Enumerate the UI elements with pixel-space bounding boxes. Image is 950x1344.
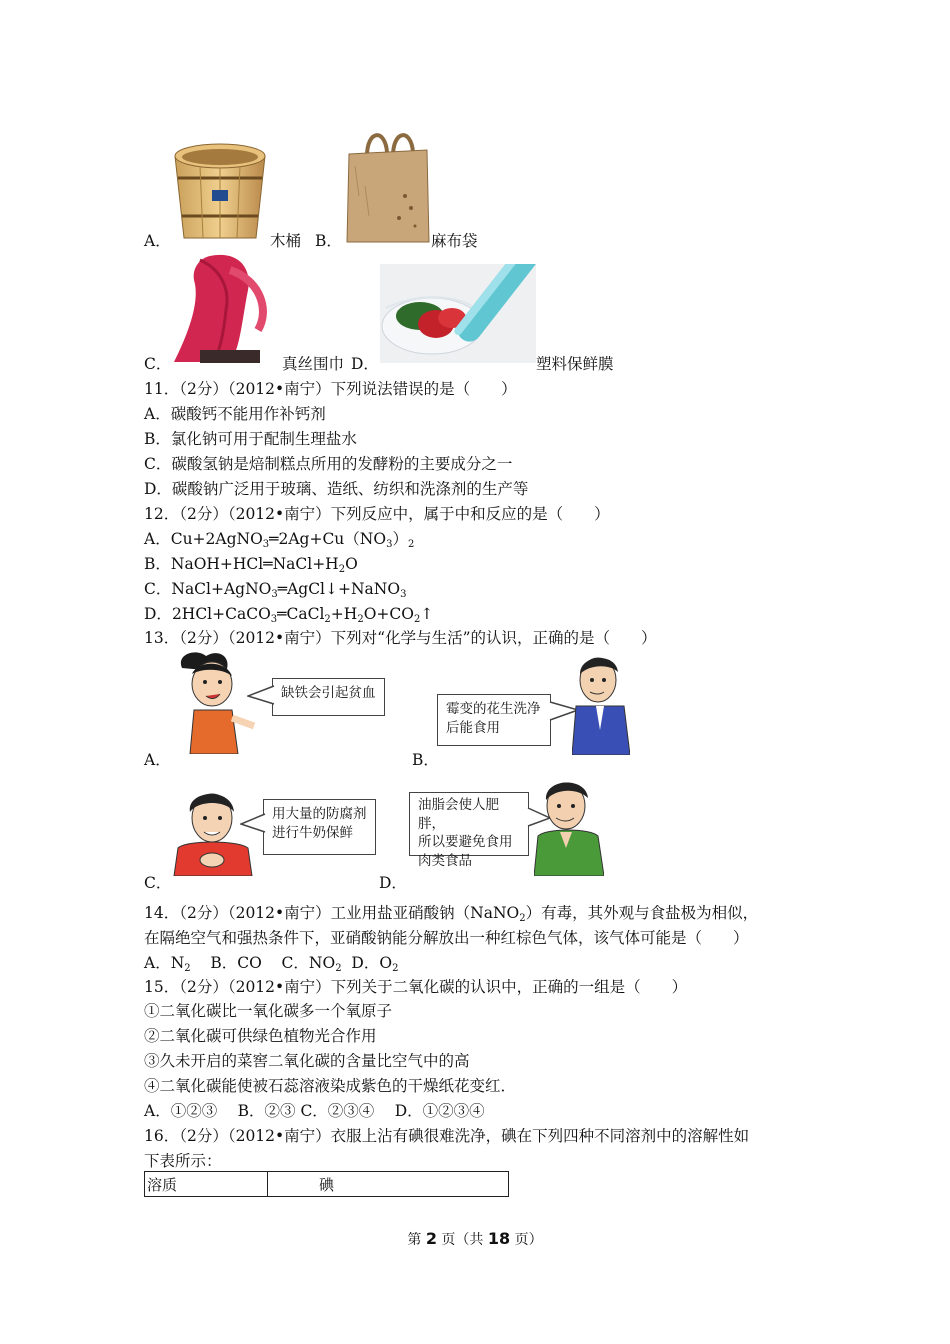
subscript: 3 (270, 614, 278, 625)
q14-options (144, 951, 398, 973)
q14-option-c[interactable] (282, 954, 342, 972)
man-cartoon-image (572, 650, 630, 755)
subscript: 2 (184, 963, 191, 974)
table-header-solute: 溶质 (145, 1172, 268, 1197)
subscript: 2 (519, 913, 526, 924)
plastic-wrap-image (380, 264, 536, 363)
subscript: 3 (400, 589, 407, 600)
q12-stem: 12．（2分）（2012•南宁）下列反应中，属于中和反应的是（ ） (144, 505, 610, 523)
man-green-shirt-cartoon-image (534, 774, 604, 876)
subscript: 2 (413, 614, 421, 625)
girl-cartoon-image (172, 648, 257, 754)
q12-option-c[interactable] (144, 577, 406, 599)
option-caption: 塑料保鲜膜 (536, 355, 614, 373)
q15-item: ①二氧化碳比一氧化碳多一个氧原子 (144, 1002, 393, 1020)
footer-text: 第 (407, 1232, 426, 1248)
text-part: 14．（2分）（2012•南宁）工业用盐亚硝酸钠（NaNO (144, 904, 520, 922)
option-letter: C． (144, 580, 172, 598)
option-letter: C． (144, 355, 172, 373)
q11-option-d[interactable]: D．碳酸钠广泛用于玻璃、造纸、纺织和洗涤剂的生产等 (144, 480, 529, 498)
formula-part: Cu+2AgNO (170, 530, 263, 548)
option-caption: 麻布袋 (431, 232, 478, 250)
bubble-tail (240, 812, 266, 834)
page-total: 18 (487, 1229, 511, 1248)
option-text: C．NO (281, 954, 336, 972)
subscript: 2 (357, 614, 364, 625)
formula-part: NaOH+HCl═NaCl+H (170, 555, 339, 573)
formula-part: O (345, 555, 358, 573)
q15-item: ④二氧化碳能使被石蕊溶液染成紫色的干燥纸花变红． (144, 1077, 517, 1095)
speech-bubble: 油脂会使人肥胖， 所以要避免食用 肉类食品 (409, 792, 529, 856)
option-text: D．O (351, 954, 393, 972)
option-letter: B． (412, 751, 439, 769)
formula-part: ═AgCl↓+NaNO (277, 580, 401, 598)
formula-part: ═CaCl (277, 605, 325, 623)
subscript: 2 (335, 963, 342, 974)
subscript: 2 (407, 539, 415, 550)
q13-stem: 13．（2分）（2012•南宁）下列对“化学与生活”的认识，正确的是（ ） (144, 629, 657, 647)
footer-text: 页） (510, 1232, 543, 1248)
q14-stem-line2: 在隔绝空气和强热条件下，亚硝酸钠能分解放出一种红棕色气体，该气体可能是（ ） (144, 929, 749, 947)
formula-part: O+CO (363, 605, 414, 623)
subscript: 2 (392, 963, 399, 974)
q11-option-b[interactable]: B．氯化钠可用于配制生理盐水 (144, 430, 357, 448)
text-part: ）有毒，其外观与食盐极为相似， (525, 904, 759, 922)
table-row (145, 1172, 509, 1197)
q12-option-b[interactable] (144, 552, 358, 574)
subscript: 2 (324, 614, 331, 625)
option-letter: B． (315, 232, 342, 250)
option-caption: 真丝围巾 (282, 355, 345, 373)
subscript: 3 (386, 539, 393, 550)
q16-stem-line1: 16．（2分）（2012•南宁）衣服上沾有碘很难洗净，碘在下列四种不同溶剂中的溶解性如 (144, 1127, 750, 1145)
option-text: A．N (144, 954, 185, 972)
burlap-bag-image (345, 126, 431, 244)
option-letter: C． (144, 874, 172, 892)
option-letter: A． (144, 232, 171, 250)
option-letter: A． (144, 530, 171, 548)
page-number: 2 (425, 1229, 437, 1248)
q16-stem-line2: 下表所示： (144, 1152, 222, 1170)
formula-part: ↑ (420, 605, 434, 623)
q12-option-a[interactable] (144, 527, 414, 549)
q14-option-a[interactable] (144, 954, 191, 972)
q14-option-d[interactable] (351, 954, 398, 972)
page-footer (0, 1229, 950, 1249)
q15-item: ②二氧化碳可供绿色植物光合作用 (144, 1027, 377, 1045)
option-caption: 木桶 (270, 232, 302, 250)
option-letter: D． (379, 874, 407, 892)
formula-part: 2HCl+CaCO (171, 605, 271, 623)
q14-option-b[interactable]: B．CO (210, 954, 262, 972)
subscript: 2 (338, 564, 346, 575)
footer-text: 页（共 (436, 1232, 488, 1248)
solubility-table (144, 1171, 509, 1197)
option-letter: D． (351, 355, 379, 373)
formula-part: ═2Ag+Cu（NO (269, 530, 387, 548)
q11-option-a[interactable]: A．碳酸钙不能用作补钙剂 (144, 405, 326, 423)
silk-scarf-image (170, 250, 282, 363)
speech-bubble: 缺铁会引起贫血 (272, 678, 385, 716)
q15-options[interactable]: A．①②③ B．②③ C．②③④ D．①②③④ (144, 1102, 485, 1120)
formula-part: NaCl+AgNO (171, 580, 272, 598)
q15-stem: 15．（2分）（2012•南宁）下列关于二氧化碳的认识中，正确的一组是（ ） (144, 978, 688, 996)
formula-part: +H (330, 605, 358, 623)
q14-stem-line1 (144, 901, 758, 923)
table-header-iodine: 碘 (268, 1172, 509, 1197)
speech-bubble: 用大量的防腐剂 进行牛奶保鲜 (263, 799, 376, 855)
subscript: 3 (262, 539, 270, 550)
bubble-tail (247, 684, 275, 706)
formula-part: ） (392, 530, 408, 548)
option-letter: A． (144, 751, 171, 769)
option-letter: D． (144, 605, 172, 623)
subscript: 3 (271, 589, 278, 600)
q11-option-c[interactable]: C．碳酸氢钠是焙制糕点所用的发酵粉的主要成分之一 (144, 455, 513, 473)
q15-item: ③久未开启的菜窖二氧化碳的含量比空气中的高 (144, 1052, 470, 1070)
speech-bubble: 霉变的花生洗净 后能食用 (437, 694, 551, 746)
option-letter: B． (144, 555, 171, 573)
q11-stem: 11．（2分）（2012•南宁）下列说法错误的是（ ） (144, 380, 517, 398)
wooden-bucket-image (170, 138, 270, 243)
q12-option-d[interactable] (144, 602, 433, 624)
